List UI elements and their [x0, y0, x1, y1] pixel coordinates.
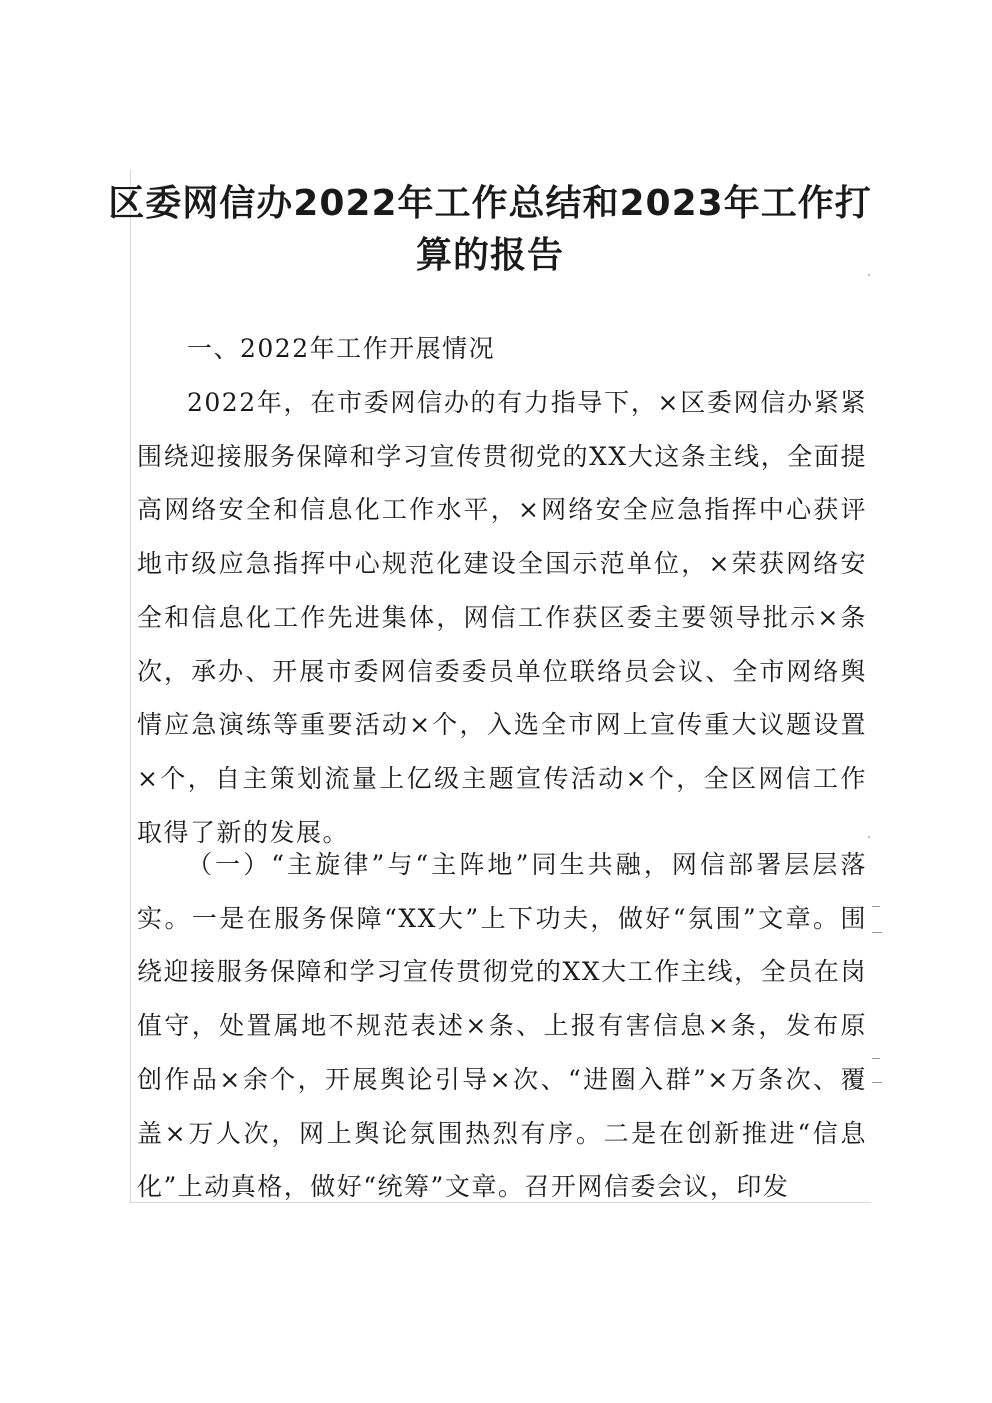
section-heading: 一、2022年工作开展情况	[187, 334, 496, 363]
margin-mark	[872, 906, 880, 907]
margin-dot	[868, 274, 870, 276]
margin-dot	[868, 836, 870, 838]
document-title: 区委网信办2022年工作总结和2023年工作打算的报告	[108, 183, 872, 276]
margin-mark	[872, 932, 882, 933]
paragraph: 2022年，在市委网信办的有力指导下，×区委网信办紧紧围绕迎接服务保障和学习宣传贯彻党的XX大这条主线，全面提高网络安全和信息化工作水平，×网络安全应急指挥中心获评地市级应急指挥中心规范化建设全国示范单位，×荣获网络安全和信息化工作先进集体，网信工作获区委主要领导批示×条次，承办、开展市委网信委委员单位联络员会议、全市网络舆情应急演练等重要活动×个，入选全市网上宣传重大议题设置×个，自主策划流量上亿级主题宣传活动×个，全区网信工作取得了新的发展。	[137, 388, 867, 847]
margin-mark	[872, 1058, 880, 1059]
paragraph: （一）“主旋律”与“主阵地”同生共融，网信部署层层落实。一是在服务保障“XX大”上下功夫，做好“氛围”文章。围绕迎接服务保障和学习宣传贯彻党的XX大工作主线，全员在岗值守，处置属地不规范表述×条、上报有害信息×条，发布原创作品×余个，开展舆论引导×次、“进圈入群”×万条次、覆盖×万人次，网上舆论氛围热烈有序。二是在创新推进“信息化”上动真格，做好“统筹”文章。召开网信委会议，印发	[137, 850, 867, 1202]
margin-mark	[872, 1082, 882, 1083]
